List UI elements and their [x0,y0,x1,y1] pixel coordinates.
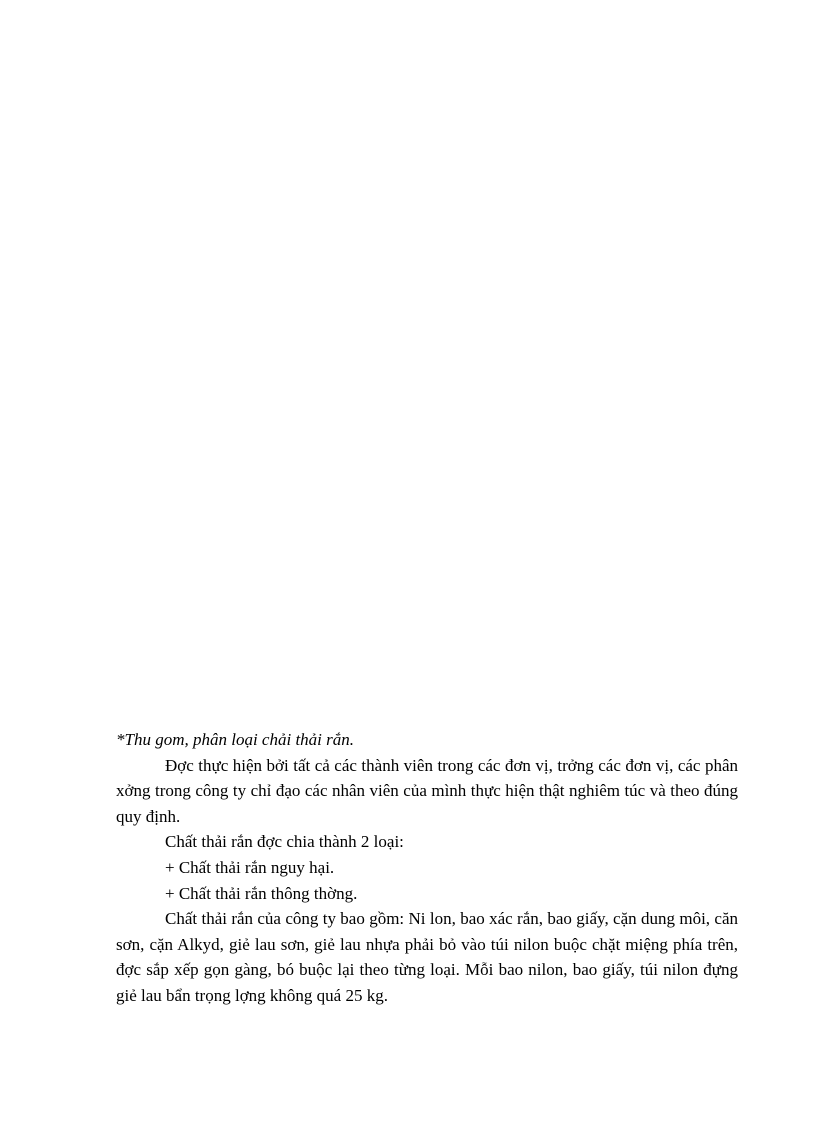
classification-intro: Chất thải rắn đợc chia thành 2 loại: [165,832,404,852]
list-item-hazardous: + Chất thải rắn nguy hại. [165,857,335,877]
document-body [116,727,738,1009]
paragraph-responsibility: Đợc thực hiện bởi tất cả các thành viên trong các đơn vị, trởng các đơn vị, các phân xởng trong công ty chỉ đạo các nhân viên của mình thực hiện thật nghiêm túc và theo đúng quy định. [116,755,738,826]
paragraph-waste-composition: Chất thải rắn của công ty bao gồm: Ni lon, bao xác rắn, bao giấy, cặn dung môi, căn sơn, cặn Alkyd, giẻ lau sơn, giẻ lau nhựa phải bỏ vào túi nilon buộc chặt miệng phía trên, đợc sắp xếp gọn gàng, bó buộc lại theo từng loại. Mỗi bao nilon, bao giấy, túi nilon đựng giẻ lau bẩn trọng lợng không quá 25 kg. [116,909,738,1005]
list-item-ordinary: + Chất thải rắn thông thờng. [165,883,358,903]
section-heading: *Thu gom, phân loại chải thải rắn. [116,730,355,749]
